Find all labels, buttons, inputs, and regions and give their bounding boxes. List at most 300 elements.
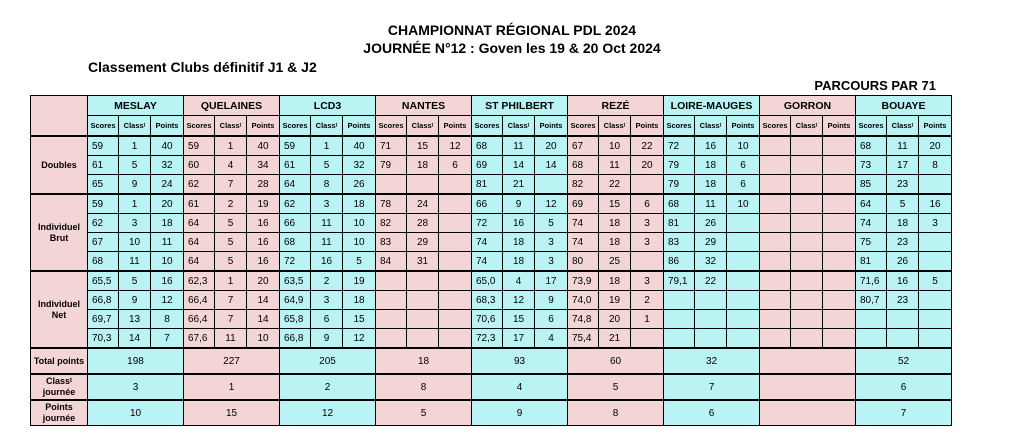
column-header: Points bbox=[439, 116, 472, 137]
points-cell: 3 bbox=[919, 214, 952, 233]
points-cell bbox=[631, 175, 664, 195]
score-cell: 62,3 bbox=[184, 271, 215, 291]
points-cell: 18 bbox=[343, 194, 376, 214]
individual-net-row bbox=[31, 291, 952, 310]
score-cell bbox=[760, 252, 791, 272]
points-cell: 7 bbox=[151, 329, 184, 349]
summary-value: 1 bbox=[184, 374, 280, 400]
rank-cell: 19 bbox=[599, 291, 631, 310]
points-cell bbox=[727, 310, 760, 329]
points-cell bbox=[823, 252, 856, 272]
score-cell: 59 bbox=[88, 194, 119, 214]
club-name: QUELAINES bbox=[184, 96, 280, 116]
points-cell bbox=[727, 291, 760, 310]
points-cell bbox=[823, 175, 856, 195]
score-cell: 71,6 bbox=[856, 271, 887, 291]
score-cell: 74 bbox=[568, 233, 599, 252]
rank-cell: 9 bbox=[311, 329, 343, 349]
points-cell: 12 bbox=[343, 329, 376, 349]
rank-cell: 18 bbox=[599, 233, 631, 252]
points-cell bbox=[823, 310, 856, 329]
points-cell: 20 bbox=[631, 156, 664, 175]
points-cell: 6 bbox=[631, 194, 664, 214]
summary-value bbox=[760, 400, 856, 426]
score-cell: 67 bbox=[568, 136, 599, 156]
points-cell bbox=[727, 233, 760, 252]
score-cell: 82 bbox=[568, 175, 599, 195]
points-cell bbox=[439, 291, 472, 310]
score-cell bbox=[760, 136, 791, 156]
rank-cell: 5 bbox=[215, 252, 247, 272]
rank-cell: 9 bbox=[119, 291, 151, 310]
rank-cell: 3 bbox=[311, 291, 343, 310]
rank-cell: 16 bbox=[887, 271, 919, 291]
score-cell: 67 bbox=[88, 233, 119, 252]
section-label: Doubles bbox=[31, 136, 88, 194]
points-cell: 20 bbox=[535, 136, 568, 156]
points-cell: 32 bbox=[151, 156, 184, 175]
points-cell: 12 bbox=[535, 194, 568, 214]
column-header: Scores bbox=[856, 116, 887, 137]
rank-cell: 14 bbox=[503, 156, 535, 175]
summary-value: 60 bbox=[568, 348, 664, 374]
column-header: Classᵗ bbox=[791, 116, 823, 137]
club-name: REZÉ bbox=[568, 96, 664, 116]
summary-row bbox=[31, 348, 952, 374]
points-cell: 19 bbox=[343, 271, 376, 291]
club-name: LCD3 bbox=[280, 96, 376, 116]
rank-cell: 4 bbox=[215, 156, 247, 175]
column-header: Scores bbox=[760, 116, 791, 137]
points-cell: 4 bbox=[535, 329, 568, 349]
points-cell bbox=[631, 329, 664, 349]
score-cell: 65,8 bbox=[280, 310, 311, 329]
rank-cell: 13 bbox=[119, 310, 151, 329]
rank-cell: 12 bbox=[503, 291, 535, 310]
individual-gross-row bbox=[31, 233, 952, 252]
points-cell bbox=[823, 233, 856, 252]
summary-value: 18 bbox=[376, 348, 472, 374]
score-cell: 66,4 bbox=[184, 310, 215, 329]
points-cell bbox=[919, 233, 952, 252]
rank-cell: 8 bbox=[311, 175, 343, 195]
points-cell: 16 bbox=[247, 233, 280, 252]
score-cell: 84 bbox=[376, 252, 407, 272]
rank-cell: 15 bbox=[599, 194, 631, 214]
points-cell bbox=[439, 271, 472, 291]
score-cell: 65,0 bbox=[472, 271, 503, 291]
rank-cell: 14 bbox=[119, 329, 151, 349]
score-cell bbox=[760, 233, 791, 252]
points-cell bbox=[439, 194, 472, 214]
points-cell: 20 bbox=[247, 271, 280, 291]
rank-cell: 11 bbox=[695, 194, 727, 214]
points-cell: 5 bbox=[919, 271, 952, 291]
score-cell bbox=[376, 310, 407, 329]
summary-value: 198 bbox=[88, 348, 184, 374]
score-cell: 81 bbox=[472, 175, 503, 195]
individual-net-row bbox=[31, 271, 952, 291]
rank-cell bbox=[791, 156, 823, 175]
score-cell: 60 bbox=[184, 156, 215, 175]
points-cell: 19 bbox=[247, 194, 280, 214]
rank-cell: 3 bbox=[311, 194, 343, 214]
score-cell: 69 bbox=[472, 156, 503, 175]
points-cell: 24 bbox=[151, 175, 184, 195]
summary-value: 12 bbox=[280, 400, 376, 426]
points-cell: 10 bbox=[727, 194, 760, 214]
points-cell bbox=[823, 214, 856, 233]
summary-value: 32 bbox=[664, 348, 760, 374]
rank-cell bbox=[407, 291, 439, 310]
summary-value: 4 bbox=[472, 374, 568, 400]
points-cell: 3 bbox=[631, 271, 664, 291]
points-cell: 6 bbox=[535, 310, 568, 329]
rank-cell: 1 bbox=[215, 136, 247, 156]
rank-cell bbox=[695, 329, 727, 349]
rank-cell: 22 bbox=[695, 271, 727, 291]
section-label: Individuel Net bbox=[31, 271, 88, 348]
points-cell: 9 bbox=[535, 291, 568, 310]
summary-value: 205 bbox=[280, 348, 376, 374]
score-cell: 69 bbox=[568, 194, 599, 214]
column-header: Classᵗ bbox=[215, 116, 247, 137]
summary-value: 6 bbox=[664, 400, 760, 426]
score-cell bbox=[856, 310, 887, 329]
summary-row bbox=[31, 400, 952, 426]
score-cell: 79 bbox=[664, 156, 695, 175]
score-cell bbox=[376, 175, 407, 195]
rank-cell bbox=[791, 136, 823, 156]
rank-cell: 23 bbox=[887, 291, 919, 310]
individual-gross-row bbox=[31, 194, 952, 214]
score-cell: 59 bbox=[88, 136, 119, 156]
score-cell: 64 bbox=[280, 175, 311, 195]
score-cell: 73 bbox=[856, 156, 887, 175]
score-cell: 86 bbox=[664, 252, 695, 272]
doubles-row bbox=[31, 175, 952, 195]
column-header: Scores bbox=[88, 116, 119, 137]
points-cell bbox=[439, 310, 472, 329]
column-header: Points bbox=[919, 116, 952, 137]
summary-value: 2 bbox=[280, 374, 376, 400]
club-ranking-table bbox=[30, 95, 952, 426]
corner-cell bbox=[31, 96, 88, 137]
score-cell: 64 bbox=[856, 194, 887, 214]
score-cell: 74,8 bbox=[568, 310, 599, 329]
score-cell: 62 bbox=[88, 214, 119, 233]
points-cell: 10 bbox=[151, 252, 184, 272]
rank-cell: 31 bbox=[407, 252, 439, 272]
rank-cell: 7 bbox=[215, 175, 247, 195]
score-cell: 65 bbox=[88, 175, 119, 195]
score-cell: 59 bbox=[184, 136, 215, 156]
club-header-row bbox=[31, 96, 952, 116]
score-cell: 85 bbox=[856, 175, 887, 195]
individual-net-row bbox=[31, 310, 952, 329]
score-cell: 67,6 bbox=[184, 329, 215, 349]
score-cell: 70,3 bbox=[88, 329, 119, 349]
points-cell bbox=[535, 175, 568, 195]
score-cell bbox=[664, 310, 695, 329]
score-cell: 80,7 bbox=[856, 291, 887, 310]
points-cell bbox=[823, 194, 856, 214]
score-cell: 68 bbox=[280, 233, 311, 252]
points-cell: 8 bbox=[919, 156, 952, 175]
rank-cell bbox=[791, 271, 823, 291]
rank-cell: 17 bbox=[503, 329, 535, 349]
rank-cell: 16 bbox=[311, 252, 343, 272]
column-header: Classᵗ bbox=[599, 116, 631, 137]
rank-cell bbox=[791, 329, 823, 349]
score-cell: 63,5 bbox=[280, 271, 311, 291]
summary-value: 9 bbox=[472, 400, 568, 426]
points-cell bbox=[919, 175, 952, 195]
score-cell: 68 bbox=[664, 194, 695, 214]
rank-cell: 1 bbox=[215, 271, 247, 291]
score-cell: 81 bbox=[664, 214, 695, 233]
column-header: Scores bbox=[472, 116, 503, 137]
score-cell: 72,3 bbox=[472, 329, 503, 349]
column-header: Classᵗ bbox=[695, 116, 727, 137]
rank-cell: 32 bbox=[695, 252, 727, 272]
rank-cell: 26 bbox=[887, 252, 919, 272]
rank-cell: 1 bbox=[119, 194, 151, 214]
rank-cell: 23 bbox=[887, 233, 919, 252]
points-cell: 5 bbox=[535, 214, 568, 233]
points-cell: 16 bbox=[151, 271, 184, 291]
ranking-title: Classement Clubs définitif J1 & J2 bbox=[88, 59, 317, 75]
summary-value: 8 bbox=[568, 400, 664, 426]
rank-cell bbox=[791, 310, 823, 329]
rank-cell: 16 bbox=[695, 136, 727, 156]
rank-cell: 2 bbox=[311, 271, 343, 291]
rank-cell: 7 bbox=[215, 310, 247, 329]
rank-cell: 3 bbox=[119, 214, 151, 233]
subheader-row bbox=[31, 116, 952, 137]
club-name: ST PHILBERT bbox=[472, 96, 568, 116]
points-cell bbox=[439, 252, 472, 272]
rank-cell: 10 bbox=[119, 233, 151, 252]
score-cell: 81 bbox=[856, 252, 887, 272]
rank-cell: 5 bbox=[119, 271, 151, 291]
rank-cell: 18 bbox=[695, 156, 727, 175]
rank-cell bbox=[407, 310, 439, 329]
points-cell: 12 bbox=[151, 291, 184, 310]
rank-cell: 29 bbox=[695, 233, 727, 252]
column-header: Points bbox=[535, 116, 568, 137]
score-cell: 71 bbox=[376, 136, 407, 156]
points-cell: 6 bbox=[727, 156, 760, 175]
points-cell: 6 bbox=[727, 175, 760, 195]
score-cell: 66,8 bbox=[88, 291, 119, 310]
score-cell: 70,6 bbox=[472, 310, 503, 329]
points-cell: 18 bbox=[151, 214, 184, 233]
points-cell: 10 bbox=[343, 214, 376, 233]
score-cell bbox=[760, 310, 791, 329]
summary-value: 10 bbox=[88, 400, 184, 426]
rank-cell bbox=[407, 329, 439, 349]
summary-value: 5 bbox=[568, 374, 664, 400]
points-cell: 17 bbox=[535, 271, 568, 291]
rank-cell: 26 bbox=[695, 214, 727, 233]
club-name: NANTES bbox=[376, 96, 472, 116]
score-cell: 66 bbox=[280, 214, 311, 233]
points-cell bbox=[919, 310, 952, 329]
rank-cell bbox=[695, 291, 727, 310]
points-cell bbox=[439, 233, 472, 252]
summary-value bbox=[760, 348, 856, 374]
rank-cell: 5 bbox=[215, 233, 247, 252]
club-name: LOIRE-MAUGES bbox=[664, 96, 760, 116]
rank-cell bbox=[791, 233, 823, 252]
rank-cell: 18 bbox=[407, 156, 439, 175]
points-cell: 20 bbox=[919, 136, 952, 156]
score-cell: 64,9 bbox=[280, 291, 311, 310]
rank-cell bbox=[407, 271, 439, 291]
score-cell: 79 bbox=[376, 156, 407, 175]
rank-cell: 18 bbox=[599, 214, 631, 233]
column-header: Classᵗ bbox=[119, 116, 151, 137]
column-header: Points bbox=[727, 116, 760, 137]
summary-value: 52 bbox=[856, 348, 952, 374]
points-cell bbox=[823, 136, 856, 156]
rank-cell: 1 bbox=[119, 136, 151, 156]
points-cell bbox=[823, 329, 856, 349]
score-cell: 61 bbox=[184, 194, 215, 214]
score-cell bbox=[760, 156, 791, 175]
rank-cell: 29 bbox=[407, 233, 439, 252]
rank-cell: 5 bbox=[887, 194, 919, 214]
score-cell: 66,4 bbox=[184, 291, 215, 310]
points-cell bbox=[727, 214, 760, 233]
rank-cell: 18 bbox=[695, 175, 727, 195]
score-cell bbox=[376, 329, 407, 349]
column-header: Scores bbox=[664, 116, 695, 137]
score-cell bbox=[376, 291, 407, 310]
rank-cell bbox=[407, 175, 439, 195]
points-cell bbox=[919, 291, 952, 310]
rank-cell: 7 bbox=[215, 291, 247, 310]
rank-cell: 11 bbox=[215, 329, 247, 349]
championship-title: CHAMPIONNAT RÉGIONAL PDL 2024 bbox=[387, 22, 637, 38]
score-cell bbox=[760, 194, 791, 214]
column-header: Classᵗ bbox=[887, 116, 919, 137]
points-cell: 16 bbox=[247, 214, 280, 233]
score-cell: 64 bbox=[184, 252, 215, 272]
score-cell: 64 bbox=[184, 214, 215, 233]
summary-value: 15 bbox=[184, 400, 280, 426]
column-header: Scores bbox=[280, 116, 311, 137]
points-cell bbox=[631, 252, 664, 272]
summary-value: 8 bbox=[376, 374, 472, 400]
score-cell: 73,9 bbox=[568, 271, 599, 291]
rank-cell: 18 bbox=[599, 271, 631, 291]
points-cell: 2 bbox=[631, 291, 664, 310]
summary-value: 227 bbox=[184, 348, 280, 374]
column-header: Points bbox=[343, 116, 376, 137]
score-cell: 68,3 bbox=[472, 291, 503, 310]
rank-cell bbox=[791, 194, 823, 214]
score-cell bbox=[760, 291, 791, 310]
rank-cell: 23 bbox=[887, 175, 919, 195]
score-cell: 72 bbox=[472, 214, 503, 233]
rank-cell bbox=[791, 214, 823, 233]
points-cell bbox=[727, 329, 760, 349]
points-cell: 22 bbox=[631, 136, 664, 156]
score-cell: 83 bbox=[664, 233, 695, 252]
summary-value: 7 bbox=[664, 374, 760, 400]
score-cell: 65,5 bbox=[88, 271, 119, 291]
score-cell: 68 bbox=[568, 156, 599, 175]
summary-label: Points journée bbox=[31, 400, 88, 426]
score-cell: 64 bbox=[184, 233, 215, 252]
rank-cell bbox=[791, 252, 823, 272]
course-par: PARCOURS PAR 71 bbox=[814, 78, 936, 93]
score-cell: 80 bbox=[568, 252, 599, 272]
rank-cell: 24 bbox=[407, 194, 439, 214]
rank-cell: 1 bbox=[311, 136, 343, 156]
score-cell bbox=[760, 271, 791, 291]
score-cell: 61 bbox=[280, 156, 311, 175]
points-cell bbox=[823, 156, 856, 175]
doubles-row bbox=[31, 136, 952, 156]
points-cell: 16 bbox=[247, 252, 280, 272]
score-cell: 68 bbox=[88, 252, 119, 272]
score-cell: 69,7 bbox=[88, 310, 119, 329]
score-cell: 61 bbox=[88, 156, 119, 175]
rank-cell: 11 bbox=[599, 156, 631, 175]
score-cell bbox=[856, 329, 887, 349]
rank-cell bbox=[887, 310, 919, 329]
summary-value: 93 bbox=[472, 348, 568, 374]
score-cell: 74 bbox=[472, 233, 503, 252]
points-cell bbox=[823, 271, 856, 291]
score-cell: 66 bbox=[472, 194, 503, 214]
column-header: Points bbox=[631, 116, 664, 137]
score-cell: 59 bbox=[280, 136, 311, 156]
column-header: Scores bbox=[184, 116, 215, 137]
rank-cell: 11 bbox=[119, 252, 151, 272]
score-cell: 66,8 bbox=[280, 329, 311, 349]
points-cell bbox=[919, 329, 952, 349]
rank-cell: 18 bbox=[503, 233, 535, 252]
points-cell: 10 bbox=[727, 136, 760, 156]
points-cell: 3 bbox=[631, 233, 664, 252]
score-cell: 72 bbox=[664, 136, 695, 156]
rank-cell: 11 bbox=[887, 136, 919, 156]
column-header: Scores bbox=[376, 116, 407, 137]
doubles-row bbox=[31, 156, 952, 175]
points-cell: 12 bbox=[439, 136, 472, 156]
column-header: Points bbox=[151, 116, 184, 137]
score-cell: 72 bbox=[280, 252, 311, 272]
rank-cell: 10 bbox=[599, 136, 631, 156]
summary-label: Classᵗ journée bbox=[31, 374, 88, 400]
points-cell: 14 bbox=[247, 310, 280, 329]
points-cell bbox=[727, 252, 760, 272]
summary-value: 6 bbox=[856, 374, 952, 400]
rank-cell: 11 bbox=[503, 136, 535, 156]
rank-cell bbox=[887, 329, 919, 349]
score-cell: 62 bbox=[184, 175, 215, 195]
score-cell: 75 bbox=[856, 233, 887, 252]
section-label: Individuel Brut bbox=[31, 194, 88, 271]
rank-cell: 16 bbox=[503, 214, 535, 233]
points-cell bbox=[439, 329, 472, 349]
rank-cell: 18 bbox=[503, 252, 535, 272]
summary-row bbox=[31, 374, 952, 400]
